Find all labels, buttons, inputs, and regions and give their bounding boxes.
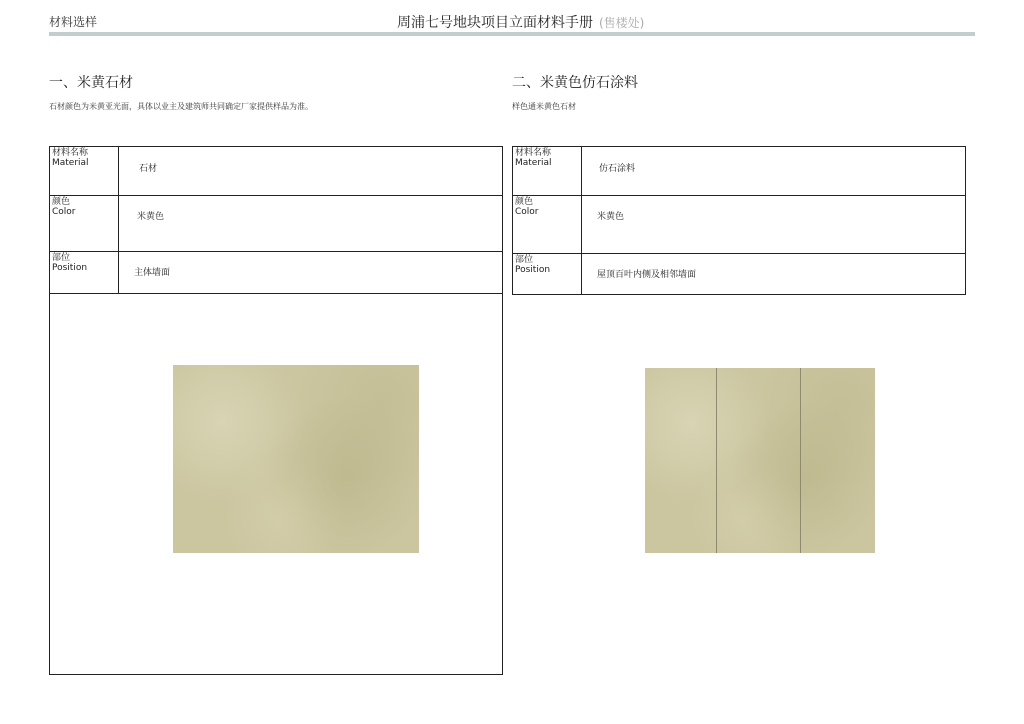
row-label [52,197,76,217]
header-divider [49,32,975,36]
column-divider [581,196,582,254]
row-label-cn: 部位 [52,253,71,263]
column-divider [581,147,582,195]
table-row [50,147,502,195]
row-label-cn: 材料名称 [515,148,552,158]
beige-stone-paint-swatch [645,368,875,553]
row-label [515,255,550,275]
table-row [513,147,965,195]
row-label-en: Material [52,158,89,168]
column-divider [118,147,119,195]
row-label [52,148,89,168]
header-left-label: 材料选样 [49,15,98,29]
row-label-cn: 材料名称 [52,148,89,158]
table-row [50,251,502,294]
row-label-cn: 颜色 [52,197,71,207]
column-divider [118,196,119,252]
row-label-en: Color [52,207,76,217]
table-row [513,253,965,295]
row-label-en: Material [515,158,552,168]
row-label [52,253,87,273]
row-label-cn: 颜色 [515,197,534,207]
beige-stone-swatch [173,365,419,553]
table-row [50,195,502,252]
row-value: 仿石涂料 [599,164,636,174]
section-1-title: 一、米黄石材 [49,75,133,91]
row-value: 主体墙面 [134,268,171,278]
row-label-en: Position [515,265,551,275]
row-label-cn: 部位 [515,255,534,265]
document-subtitle: (售楼处) [599,16,645,30]
row-label [515,197,539,217]
column-divider [581,254,582,295]
document-title-text: 周浦七号地块项目立面材料手册 [397,15,593,31]
column-divider [118,252,119,293]
section-2-description: 样色通米黄色石材 [512,102,576,111]
row-label-en: Color [515,207,539,217]
panel-seam [800,368,801,553]
table-row [513,195,965,254]
row-value: 米黄色 [137,212,165,222]
document-title [397,12,644,32]
panel-seam [716,368,717,553]
section-1-description: 石材颜色为米黄亚光面，具体以业主及建筑师共同确定厂家提供样品为准。 [49,102,313,111]
row-label-en: Position [52,263,88,273]
row-value: 屋顶百叶内侧及相邻墙面 [597,270,697,280]
row-value: 米黄色 [597,212,625,222]
row-value: 石材 [139,164,158,174]
row-label [515,148,552,168]
section-2-title: 二、米黄色仿石涂料 [512,75,638,91]
section-2-spec-table [512,146,966,295]
